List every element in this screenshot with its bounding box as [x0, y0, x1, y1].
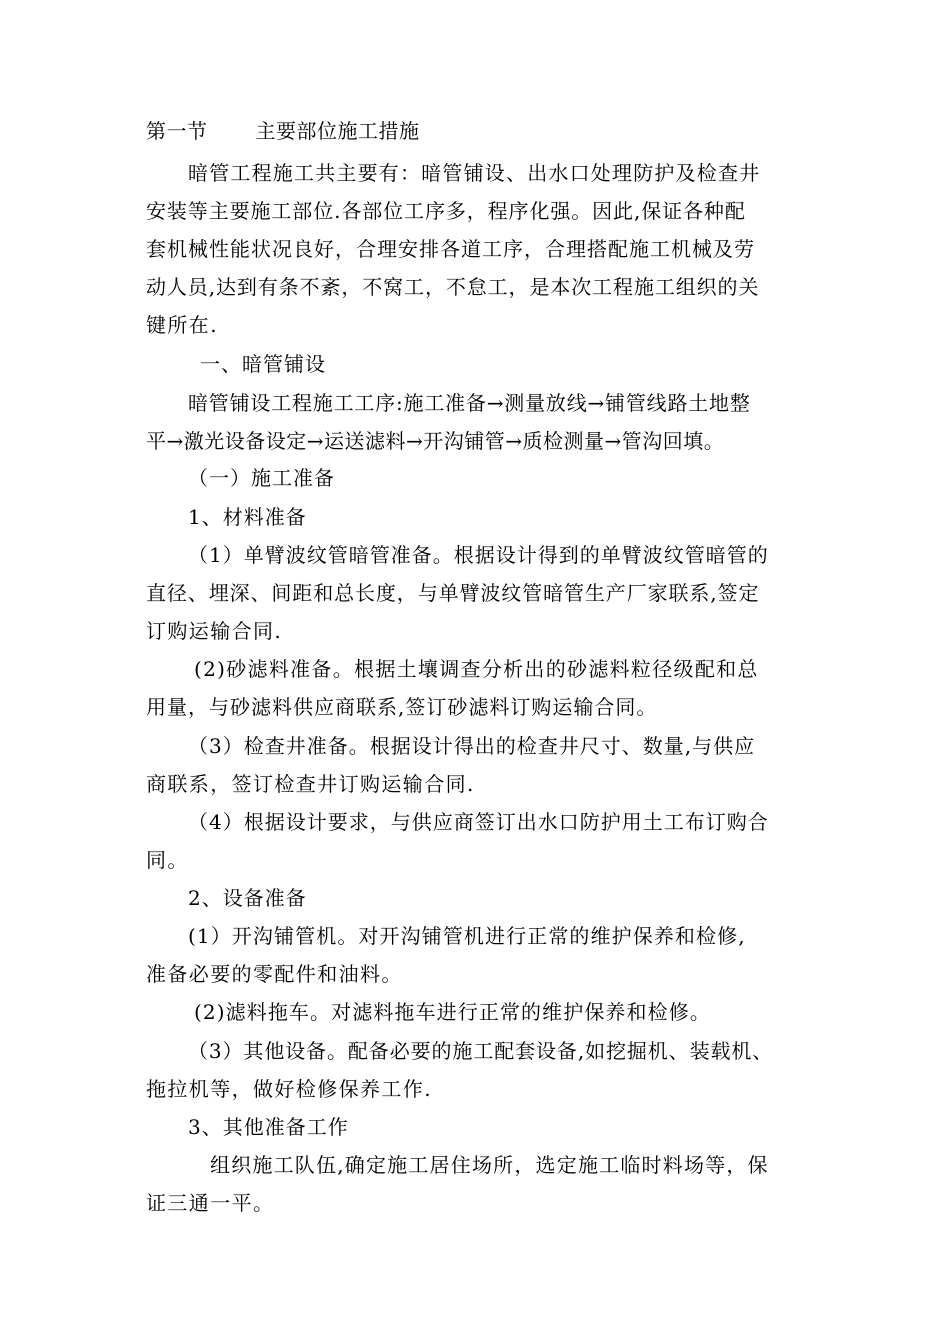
- subsection-heading: 2、设备准备: [188, 886, 307, 910]
- subsection-heading: 1、材料准备: [188, 505, 307, 529]
- paragraph-line: 键所在.: [146, 313, 218, 337]
- paragraph-line: （3）其他设备。配备必要的施工配套设备,如挖掘机、装载机、: [188, 1039, 774, 1063]
- paragraph-line: 商联系，签订检查井订购运输合同.: [146, 772, 475, 796]
- paragraph-line: 同。: [146, 848, 189, 872]
- paragraph-line: 直径、埋深、间距和总长度，与单臂波纹管暗管生产厂家联系,签定: [146, 581, 760, 605]
- section-title: 主要部位施工措施: [255, 119, 420, 143]
- paragraph-line: (1）开沟铺管机。对开沟铺管机进行正常的维护保养和检修,: [188, 924, 746, 948]
- paragraph-line: 动人员,达到有条不紊，不窝工，不怠工，是本次工程施工组织的关: [146, 275, 760, 299]
- subsection-heading: 3、其他准备工作: [188, 1115, 349, 1139]
- paragraph-line: （1）单臂波纹管暗管准备。根据设计得到的单臂波纹管暗管的: [188, 543, 769, 567]
- paragraph-line: 准备必要的零配件和油料。: [146, 962, 403, 986]
- paragraph-line: 安装等主要施工部位.各部位工序多，程序化强。因此,保证各种配: [146, 199, 746, 223]
- section-heading: [146, 118, 420, 144]
- paragraph-line: 平→激光设备设定→运送滤料→开沟铺管→质检测量→管沟回填。: [146, 429, 725, 453]
- paragraph-line: 暗管铺设工程施工工序:施工准备→测量放线→铺管线路土地整: [188, 391, 751, 415]
- paragraph-line: 拖拉机等，做好检修保养工作.: [146, 1077, 432, 1101]
- paragraph-line: (2)砂滤料准备。根据土壤调查分析出的砂滤料粒径级配和总: [194, 657, 759, 681]
- paragraph-line: （3）检查井准备。根据设计得出的检查井尺寸、数量,与供应: [188, 734, 756, 758]
- paragraph-line: 暗管工程施工共主要有：暗管铺设、出水口处理防护及检查井: [188, 161, 761, 185]
- paragraph-line: 套机械性能状况良好，合理安排各道工序，合理搭配施工机械及劳: [146, 237, 755, 261]
- paragraph-line: (2)滤料拖车。对滤料拖车进行正常的维护保养和检修。: [194, 1000, 711, 1024]
- paragraph-line: 证三通一平。: [146, 1191, 275, 1215]
- section-number: 第一节: [146, 119, 208, 143]
- paragraph-line: 用量，与砂滤料供应商联系,签订砂滤料订购运输合同。: [146, 695, 658, 719]
- subsection-heading: 一、暗管铺设: [200, 352, 326, 376]
- subsection-heading: （一）施工准备: [188, 466, 335, 490]
- paragraph-line: 组织施工队伍,确定施工居住场所，选定施工临时料场等，保: [210, 1153, 769, 1177]
- paragraph-line: （4）根据设计要求，与供应商签订出水口防护用土工布订购合: [188, 810, 769, 834]
- paragraph-line: 订购运输合同.: [146, 619, 283, 643]
